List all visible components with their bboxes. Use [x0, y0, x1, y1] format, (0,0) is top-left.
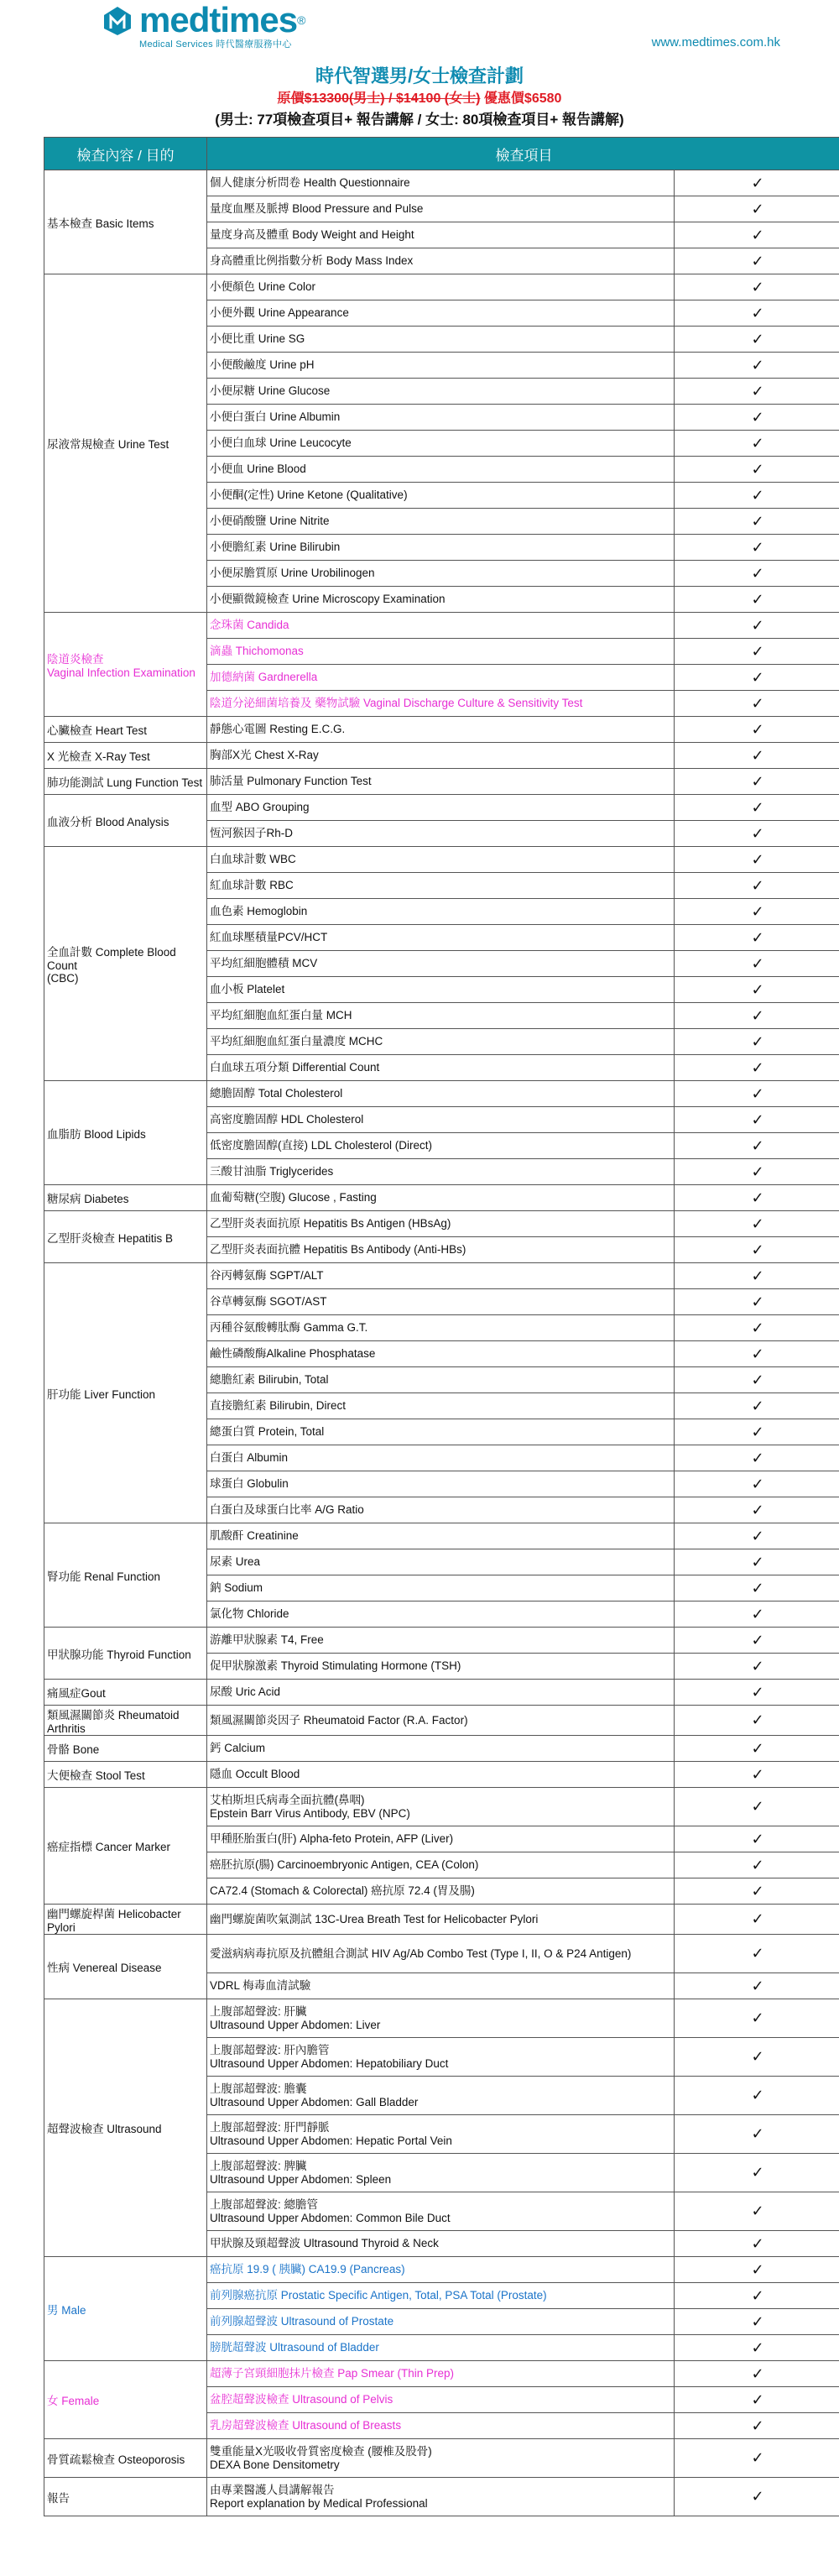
item-cell: 低密度膽固醇(直接) LDL Cholesterol (Direct): [207, 1133, 675, 1159]
item-cell: 胸部X光 Chest X-Ray: [207, 743, 675, 769]
item-cell: 個人健康分析問卷 Health Questionnaire: [207, 170, 675, 196]
check-mark-icon: ✓: [675, 743, 839, 769]
category-cell: 肝功能 Liver Function: [44, 1263, 207, 1523]
check-mark-icon: ✓: [675, 457, 839, 483]
check-mark-icon: ✓: [675, 1133, 839, 1159]
table-row: [44, 1523, 839, 1549]
category-cell: 骨骼 Bone: [44, 1736, 207, 1762]
table-row: [44, 1706, 839, 1736]
item-cell: 白蛋白及球蛋白比率 A/G Ratio: [207, 1497, 675, 1523]
check-mark-icon: ✓: [675, 405, 839, 431]
check-mark-icon: ✓: [675, 847, 839, 873]
check-mark-icon: ✓: [675, 1055, 839, 1081]
check-mark-icon: ✓: [675, 1419, 839, 1445]
item-cell: 小便血 Urine Blood: [207, 457, 675, 483]
item-cell: 艾柏斯坦氏病毒全面抗體(鼻咽) Epstein Barr Virus Antibody, EBV (NPC): [207, 1788, 675, 1826]
check-mark-icon: ✓: [675, 2439, 839, 2478]
table-row: [44, 1935, 839, 1973]
item-cell: 氯化物 Chloride: [207, 1602, 675, 1628]
item-cell: 超薄子宮頸細胞抹片檢查 Pap Smear (Thin Prep): [207, 2361, 675, 2387]
item-cell: 紅血球計數 RBC: [207, 873, 675, 899]
table-row: [44, 274, 839, 300]
check-mark-icon: ✓: [675, 535, 839, 561]
header-items: 檢查項目: [207, 138, 839, 170]
category-cell: 基本檢查 Basic Items: [44, 170, 207, 274]
table-row: [44, 1680, 839, 1706]
check-mark-icon: ✓: [675, 1762, 839, 1788]
check-mark-icon: ✓: [675, 1788, 839, 1826]
brand-subtitle: Medical Services 時代醫療服務中心: [139, 39, 292, 50]
item-cell: 鈉 Sodium: [207, 1575, 675, 1602]
item-cell: 上腹部超聲波: 肝門靜脈 Ultrasound Upper Abdomen: Hepatic Portal Vein: [207, 2115, 675, 2154]
table-row: [44, 2257, 839, 2283]
item-cell: 盆腔超聲波檢查 Ultrasound of Pelvis: [207, 2387, 675, 2413]
item-cell: 平均紅細胞體積 MCV: [207, 951, 675, 977]
check-mark-icon: ✓: [675, 1497, 839, 1523]
check-mark-icon: ✓: [675, 717, 839, 743]
check-mark-icon: ✓: [675, 1935, 839, 1973]
plan-header: [0, 64, 839, 131]
check-mark-icon: ✓: [675, 1826, 839, 1852]
check-mark-icon: ✓: [675, 1289, 839, 1315]
plan-title: 時代智選男/女士檢查計劃: [315, 65, 524, 86]
category-cell: 陰道炎檢查 Vaginal Infection Examination: [44, 613, 207, 717]
item-cell: 隱血 Occult Blood: [207, 1762, 675, 1788]
item-cell: 癌抗原 19.9 ( 胰臟) CA19.9 (Pancreas): [207, 2257, 675, 2283]
item-cell: 血型 ABO Grouping: [207, 795, 675, 821]
table-row: [44, 1999, 839, 2038]
brand-name: medtimes: [139, 0, 298, 39]
check-mark-icon: ✓: [675, 873, 839, 899]
table-row: [44, 2361, 839, 2387]
table-header-row: [44, 138, 839, 170]
check-mark-icon: ✓: [675, 1905, 839, 1935]
category-cell: 癌症指標 Cancer Marker: [44, 1788, 207, 1905]
check-mark-icon: ✓: [675, 1315, 839, 1341]
item-cell: VDRL 梅毒血清試驗: [207, 1973, 675, 1999]
category-cell: 男 Male: [44, 2257, 207, 2361]
item-cell: 小便白蛋白 Urine Albumin: [207, 405, 675, 431]
check-mark-icon: ✓: [675, 1107, 839, 1133]
item-cell: 總蛋白質 Protein, Total: [207, 1419, 675, 1445]
brand-reg-mark: ®: [297, 13, 305, 27]
category-cell: 大便檢查 Stool Test: [44, 1762, 207, 1788]
check-mark-icon: ✓: [675, 1393, 839, 1419]
check-mark-icon: ✓: [675, 1680, 839, 1706]
check-mark-icon: ✓: [675, 1185, 839, 1211]
check-mark-icon: ✓: [675, 951, 839, 977]
category-cell: 女 Female: [44, 2361, 207, 2439]
item-cell: 三酸甘油脂 Triglycerides: [207, 1159, 675, 1185]
check-mark-icon: ✓: [675, 1602, 839, 1628]
item-cell: 小便硝酸鹽 Urine Nitrite: [207, 509, 675, 535]
brand-logo: [99, 0, 305, 50]
item-cell: 乙型肝炎表面抗原 Hepatitis Bs Antigen (HBsAg): [207, 1211, 675, 1237]
item-cell: 小便尿糖 Urine Glucose: [207, 379, 675, 405]
category-cell: 報告: [44, 2478, 207, 2516]
category-cell: 乙型肝炎檢查 Hepatitis B: [44, 1211, 207, 1263]
table-body: [44, 170, 839, 2516]
check-mark-icon: ✓: [675, 1159, 839, 1185]
item-cell: 鹼性磷酸酶Alkaline Phosphatase: [207, 1341, 675, 1367]
check-mark-icon: ✓: [675, 327, 839, 353]
check-mark-icon: ✓: [675, 2478, 839, 2516]
item-cell: 小便膽紅素 Urine Bilirubin: [207, 535, 675, 561]
item-cell: 高密度膽固醇 HDL Cholesterol: [207, 1107, 675, 1133]
check-mark-icon: ✓: [675, 1237, 839, 1263]
check-mark-icon: ✓: [675, 1973, 839, 1999]
check-mark-icon: ✓: [675, 300, 839, 327]
item-cell: 尿酸 Uric Acid: [207, 1680, 675, 1706]
check-mark-icon: ✓: [675, 1367, 839, 1393]
check-mark-icon: ✓: [675, 2309, 839, 2335]
item-cell: 上腹部超聲波: 膽囊 Ultrasound Upper Abdomen: Gall Bladder: [207, 2077, 675, 2115]
category-cell: 血脂肪 Blood Lipids: [44, 1081, 207, 1185]
table-row: [44, 717, 839, 743]
check-mark-icon: ✓: [675, 1263, 839, 1289]
table-row: [44, 1905, 839, 1935]
check-mark-icon: ✓: [675, 613, 839, 639]
check-mark-icon: ✓: [675, 795, 839, 821]
check-mark-icon: ✓: [675, 821, 839, 847]
check-mark-icon: ✓: [675, 274, 839, 300]
table-row: [44, 1736, 839, 1762]
item-cell: 上腹部超聲波: 肝臟 Ultrasound Upper Abdomen: Liver: [207, 1999, 675, 2038]
check-mark-icon: ✓: [675, 899, 839, 925]
check-mark-icon: ✓: [675, 639, 839, 665]
header-category: 檢查內容 / 目的: [44, 138, 207, 170]
table-row: [44, 1628, 839, 1654]
item-cell: 甲狀腺及頸超聲波 Ultrasound Thyroid & Neck: [207, 2231, 675, 2257]
check-mark-icon: ✓: [675, 483, 839, 509]
item-cell: 白血球計數 WBC: [207, 847, 675, 873]
item-cell: 乙型肝炎表面抗體 Hepatitis Bs Antibody (Anti-HBs): [207, 1237, 675, 1263]
item-cell: 紅血球壓積量PCV/HCT: [207, 925, 675, 951]
check-mark-icon: ✓: [675, 2361, 839, 2387]
item-cell: 丙種谷氨酸轉肽酶 Gamma G.T.: [207, 1315, 675, 1341]
item-cell: 總膽紅素 Bilirubin, Total: [207, 1367, 675, 1393]
check-mark-icon: ✓: [675, 1736, 839, 1762]
category-cell: 腎功能 Renal Function: [44, 1523, 207, 1628]
item-cell: 小便酮(定性) Urine Ketone (Qualitative): [207, 483, 675, 509]
category-cell: 超聲波檢查 Ultrasound: [44, 1999, 207, 2257]
category-cell: 甲狀腺功能 Thyroid Function: [44, 1628, 207, 1680]
item-cell: 平均紅細胞血紅蛋白量濃度 MCHC: [207, 1029, 675, 1055]
item-cell: 小便外觀 Urine Appearance: [207, 300, 675, 327]
item-cell: 小便顯微鏡檢查 Urine Microscopy Examination: [207, 587, 675, 613]
item-cell: 尿素 Urea: [207, 1549, 675, 1575]
item-cell: 乳房超聲波檢查 Ultrasound of Breasts: [207, 2413, 675, 2439]
check-mark-icon: ✓: [675, 2257, 839, 2283]
check-mark-icon: ✓: [675, 196, 839, 222]
table-row: [44, 613, 839, 639]
table-row: [44, 2478, 839, 2516]
table-row: [44, 1211, 839, 1237]
table-row: [44, 1762, 839, 1788]
category-cell: 尿液常規檢查 Urine Test: [44, 274, 207, 613]
item-cell: 總膽固醇 Total Cholesterol: [207, 1081, 675, 1107]
item-cell: 陰道分泌細菌培養及 藥物試驗 Vaginal Discharge Culture & Sensitivity Test: [207, 691, 675, 717]
check-mark-icon: ✓: [675, 222, 839, 248]
item-cell: 甲種胚胎蛋白(肝) Alpha-feto Protein, AFP (Liver): [207, 1826, 675, 1852]
table-row: [44, 2439, 839, 2478]
offer-price: 優惠價$6580: [480, 91, 562, 106]
check-mark-icon: ✓: [675, 379, 839, 405]
price-line: [0, 89, 839, 109]
check-mark-icon: ✓: [675, 509, 839, 535]
table-row: [44, 743, 839, 769]
category-cell: 血液分析 Blood Analysis: [44, 795, 207, 847]
category-cell: 心臟檢查 Heart Test: [44, 717, 207, 743]
item-cell: 血葡萄糖(空腹) Glucose , Fasting: [207, 1185, 675, 1211]
check-mark-icon: ✓: [675, 977, 839, 1003]
item-cell: 靜態心電圖 Resting E.C.G.: [207, 717, 675, 743]
check-mark-icon: ✓: [675, 2154, 839, 2192]
item-cell: 谷草轉氨酶 SGOT/AST: [207, 1289, 675, 1315]
check-mark-icon: ✓: [675, 1081, 839, 1107]
table-row: [44, 847, 839, 873]
item-cell: 平均紅細胞血紅蛋白量 MCH: [207, 1003, 675, 1029]
item-cell: 加德納菌 Gardnerella: [207, 665, 675, 691]
check-mark-icon: ✓: [675, 2115, 839, 2154]
check-mark-icon: ✓: [675, 431, 839, 457]
category-cell: 痛風症Gout: [44, 1680, 207, 1706]
item-cell: 膀胱超聲波 Ultrasound of Bladder: [207, 2335, 675, 2361]
check-mark-icon: ✓: [675, 1575, 839, 1602]
item-cell: 鈣 Calcium: [207, 1736, 675, 1762]
item-cell: 白血球五項分類 Differential Count: [207, 1055, 675, 1081]
item-cell: 幽門螺旋菌吹氣測試 13C-Urea Breath Test for Helicobacter Pylori: [207, 1905, 675, 1935]
item-cell: 滴蟲 Thichomonas: [207, 639, 675, 665]
category-cell: 全血計數 Complete Blood Count (CBC): [44, 847, 207, 1081]
check-mark-icon: ✓: [675, 561, 839, 587]
category-cell: 幽門螺旋桿菌 Helicobacter Pylori: [44, 1905, 207, 1935]
table-row: [44, 1185, 839, 1211]
item-cell: 小便比重 Urine SG: [207, 327, 675, 353]
item-cell: 量度身高及體重 Body Weight and Height: [207, 222, 675, 248]
check-mark-icon: ✓: [675, 1211, 839, 1237]
table-row: [44, 1081, 839, 1107]
check-mark-icon: ✓: [675, 1523, 839, 1549]
item-cell: 前列腺癌抗原 Prostatic Specific Antigen, Total, PSA Total (Prostate): [207, 2283, 675, 2309]
category-cell: X 光檢查 X-Ray Test: [44, 743, 207, 769]
item-cell: 念珠菌 Candida: [207, 613, 675, 639]
item-cell: 球蛋白 Globulin: [207, 1471, 675, 1497]
item-cell: 小便顏色 Urine Color: [207, 274, 675, 300]
check-mark-icon: ✓: [675, 1706, 839, 1736]
check-mark-icon: ✓: [675, 2231, 839, 2257]
category-cell: 性病 Venereal Disease: [44, 1935, 207, 1999]
check-mark-icon: ✓: [675, 769, 839, 795]
item-cell: 上腹部超聲波: 總膽管 Ultrasound Upper Abdomen: Common Bile Duct: [207, 2192, 675, 2231]
item-cell: 游離甲狀腺素 T4, Free: [207, 1628, 675, 1654]
check-mark-icon: ✓: [675, 2413, 839, 2439]
header: [0, 0, 839, 59]
item-cell: 血小板 Platelet: [207, 977, 675, 1003]
table-row: [44, 1263, 839, 1289]
original-price: 原價$13300(男士) / $14100 (女士): [277, 91, 481, 106]
check-mark-icon: ✓: [675, 1878, 839, 1905]
website-url: www.medtimes.com.hk: [651, 35, 780, 50]
item-cell: 類風濕關節炎因子 Rheumatoid Factor (R.A. Factor): [207, 1706, 675, 1736]
item-cell: CA72.4 (Stomach & Colorectal) 癌抗原 72.4 (胃及腸): [207, 1878, 675, 1905]
category-cell: 類風濕關節炎 Rheumatoid Arthritis: [44, 1706, 207, 1736]
check-mark-icon: ✓: [675, 2283, 839, 2309]
item-cell: 愛滋病病毒抗原及抗體組合測試 HIV Ag/Ab Combo Test (Type I, II, O & P24 Antigen): [207, 1935, 675, 1973]
table-row: [44, 170, 839, 196]
item-cell: 上腹部超聲波: 肝內膽管 Ultrasound Upper Abdomen: Hepatobiliary Duct: [207, 2038, 675, 2077]
check-mark-icon: ✓: [675, 1003, 839, 1029]
check-mark-icon: ✓: [675, 1471, 839, 1497]
check-mark-icon: ✓: [675, 2387, 839, 2413]
item-cell: 肌酸酐 Creatinine: [207, 1523, 675, 1549]
check-mark-icon: ✓: [675, 1341, 839, 1367]
check-mark-icon: ✓: [675, 2038, 839, 2077]
category-cell: 骨質疏鬆檢查 Osteoporosis: [44, 2439, 207, 2478]
item-cell: 癌胚抗原(腸) Carcinoembryonic Antigen, CEA (Colon): [207, 1852, 675, 1878]
item-cell: 上腹部超聲波: 脾臟 Ultrasound Upper Abdomen: Spleen: [207, 2154, 675, 2192]
check-mark-icon: ✓: [675, 248, 839, 274]
item-cell: 身高體重比例指數分析 Body Mass Index: [207, 248, 675, 274]
check-mark-icon: ✓: [675, 1852, 839, 1878]
item-cell: 小便酸鹼度 Urine pH: [207, 353, 675, 379]
check-mark-icon: ✓: [675, 1628, 839, 1654]
check-mark-icon: ✓: [675, 170, 839, 196]
check-mark-icon: ✓: [675, 1999, 839, 2038]
item-cell: 小便白血球 Urine Leucocyte: [207, 431, 675, 457]
item-count: (男士: 77項檢查項目+ 報告講解 / 女士: 80項檢查項目+ 報告講解): [215, 112, 624, 128]
table-row: [44, 1788, 839, 1826]
check-mark-icon: ✓: [675, 2192, 839, 2231]
check-mark-icon: ✓: [675, 1654, 839, 1680]
check-mark-icon: ✓: [675, 2335, 839, 2361]
item-cell: 肺活量 Pulmonary Function Test: [207, 769, 675, 795]
item-cell: 恆河猴因子Rh-D: [207, 821, 675, 847]
check-mark-icon: ✓: [675, 587, 839, 613]
item-cell: 血色素 Hemoglobin: [207, 899, 675, 925]
item-cell: 谷丙轉氨酶 SGPT/ALT: [207, 1263, 675, 1289]
medtimes-logo-icon: [99, 3, 136, 37]
item-cell: 前列腺超聲波 Ultrasound of Prostate: [207, 2309, 675, 2335]
checkup-table: [44, 137, 839, 2516]
check-mark-icon: ✓: [675, 1029, 839, 1055]
category-cell: 糖尿病 Diabetes: [44, 1185, 207, 1211]
table-row: [44, 795, 839, 821]
check-mark-icon: ✓: [675, 925, 839, 951]
check-mark-icon: ✓: [675, 691, 839, 717]
check-mark-icon: ✓: [675, 353, 839, 379]
check-mark-icon: ✓: [675, 665, 839, 691]
item-cell: 小便尿膽質原 Urine Urobilinogen: [207, 561, 675, 587]
table-row: [44, 769, 839, 795]
item-cell: 直接膽紅素 Bilirubin, Direct: [207, 1393, 675, 1419]
check-mark-icon: ✓: [675, 2077, 839, 2115]
check-mark-icon: ✓: [675, 1445, 839, 1471]
item-cell: 促甲狀腺激素 Thyroid Stimulating Hormone (TSH): [207, 1654, 675, 1680]
category-cell: 肺功能測試 Lung Function Test: [44, 769, 207, 795]
item-cell: 量度血壓及脈搏 Blood Pressure and Pulse: [207, 196, 675, 222]
item-cell: 雙重能量X光吸收骨質密度檢查 (腰椎及股骨) DEXA Bone Densitometry: [207, 2439, 675, 2478]
check-mark-icon: ✓: [675, 1549, 839, 1575]
item-cell: 白蛋白 Albumin: [207, 1445, 675, 1471]
item-cell: 由專業醫護人員講解報告 Report explanation by Medical Professional: [207, 2478, 675, 2516]
